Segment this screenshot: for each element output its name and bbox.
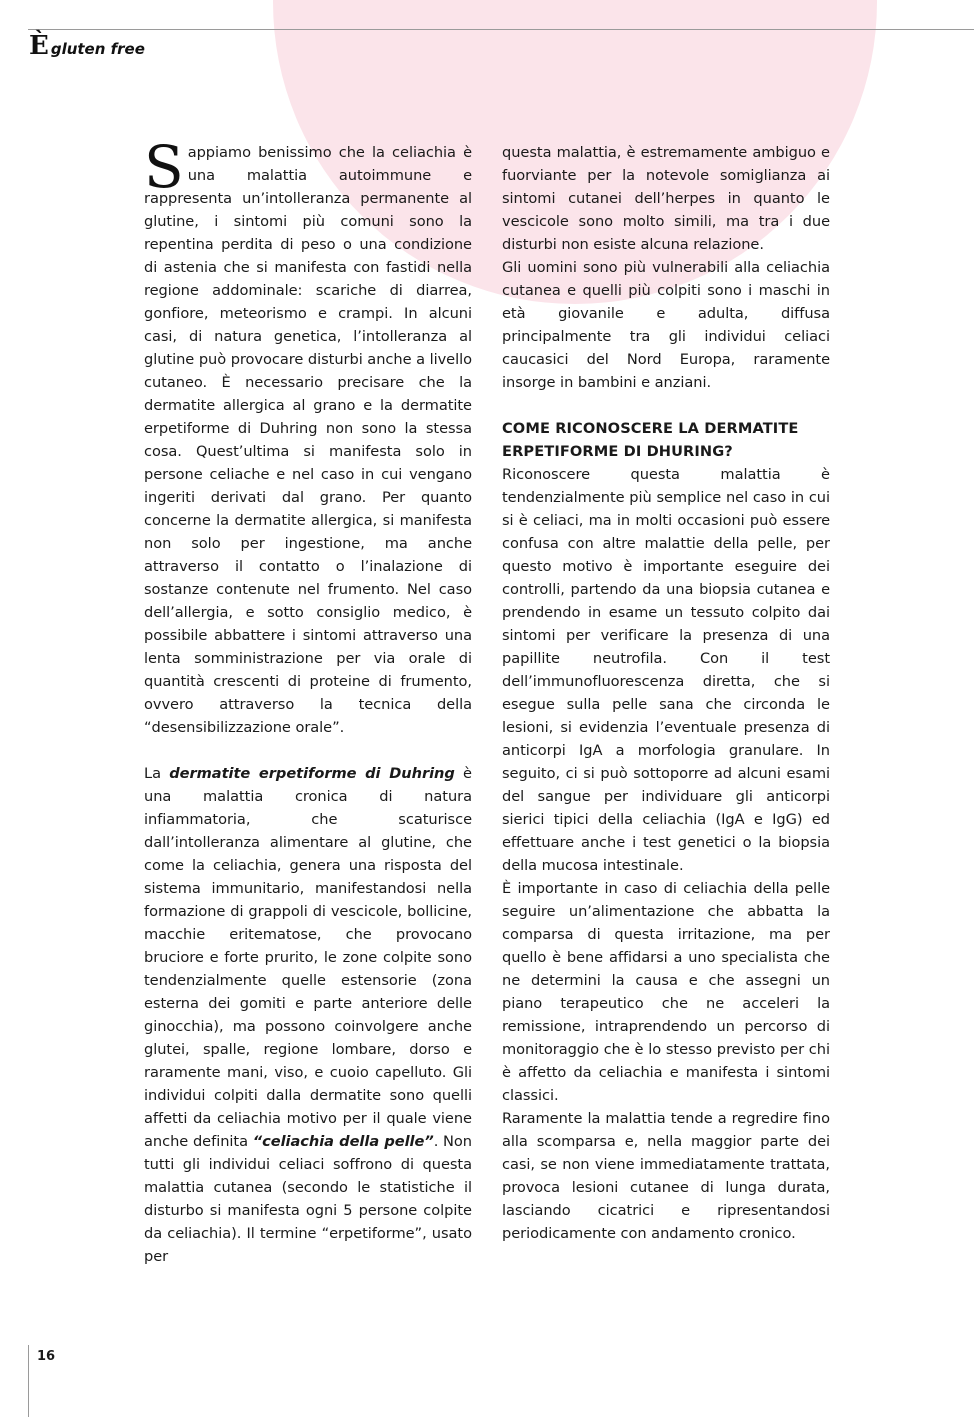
article-paragraph: Raramente la malattia tende a regredire fino alla scomparsa e, nella maggior parte dei casi, se non viene immediatamente trattata, provoca lesioni cutanee di lunga durata, lasciando cicatrici e ripresentandosi periodicamente con andamento cronico. <box>502 1110 830 1242</box>
article-paragraph: È importante in caso di celiachia della pelle seguire un’alimentazione che abbatta la comparsa di questa irritazione, ma per quello è bene affidarsi a uno specialista che ne determini la causa e che assegni un piano terapeutico che ne acceleri la remissione, intraprendendo un percorso di monitoraggio che è lo stesso previsto per chi è affetto da celiachia e manifesta i sintomi classici. <box>502 880 830 1104</box>
article-paragraph: Gli uomini sono più vulnerabili alla celiachia cutanea e quelli più colpiti sono i maschi in età giovanile e adulta, diffusa principalmente tra gli individui celiaci caucasici del Nord Europa, raramente insorge in bambini e anziani. <box>502 259 830 391</box>
page-number: 16 <box>37 1349 56 1364</box>
logo-letter: È <box>29 31 49 61</box>
intro-text: appiamo benissimo che la celiachia è una malattia autoimmune e rappresenta un’intolleranza permanente al glutine, i sintomi più comuni sono la repentina perdita di peso o una condizione di astenia che si manifesta con fastidi nella regione addominale: scariche di diarrea, gonfiore, meteorismo e crampi. In alcuni casi, di natura genetica, l’intolleranza al glutine può provocare disturbi anche a livello cutaneo. È necessario precisare che la dermatite allergica al grano e la dermatite erpetiforme di Duhring non sono la stessa cosa. Quest’ultima si manifesta solo in persone celiache e nel caso in cui vengano ingeriti derivati dal grano. Per quanto concerne la dermatite allergica, si manifesta non solo per ingestione, ma anche attraverso il contatto o l’inalazione di sostanze contenute nel frumento. Nel caso dell’allergia, e sotto consiglio medico, è possibile abbattere i sintomi attraverso una lenta somministrazione per via orale di quantità crescenti di proteine di frumento, ovvero attraverso la tecnica della “desensibilizzazione orale”. <box>144 144 472 736</box>
article-intro-paragraph <box>144 133 472 739</box>
footer-divider <box>28 1345 29 1417</box>
article-paragraph <box>144 762 472 1268</box>
paragraph-start: La <box>144 765 170 782</box>
drop-cap: S <box>144 133 184 201</box>
highlighted-term: dermatite erpetiforme di Duhring <box>169 765 455 782</box>
section-heading: COME RICONOSCERE LA DERMATITE ERPETIFORME DI DHURING? <box>502 420 799 460</box>
article-column-left <box>144 133 472 1268</box>
highlighted-quote: “celiachia della pelle” <box>252 1133 434 1150</box>
header-divider <box>28 29 974 30</box>
magazine-logo <box>29 31 145 61</box>
logo-text: gluten free <box>50 40 145 58</box>
article-paragraph: Riconoscere questa malattia è tendenzialmente più semplice nel caso in cui si è celiaci, ma in molti occasioni può essere confusa con altre malattie della pelle, per questo motivo è importante eseguire dei controlli, partendo da una biopsia cutanea e prendendo in esame un tessuto colpito dai sintomi per verificare la presenza di una papillite neutrofila. Con il test dell’immunofluorescenza diretta, che si esegue sulla pelle sana che circonda le lesioni, si evidenzia l’eventuale presenza di anticorpi IgA a morfologia granulare. In seguito, ci si può sottoporre ad alcuni esami del sangue per individuare gli anticorpi sierici tipici della celiachia (IgA e IgG) ed effettuare anche i test genetici o la biopsia della mucosa intestinale. <box>502 466 830 874</box>
article-column-right <box>502 141 830 1245</box>
paragraph-end: . Non tutti gli individui celiaci soffrono di questa malattia cutanea (secondo le statistiche il disturbo si manifesta ogni 5 persone colpite da celiachia). Il termine “erpetiforme”, usato per <box>144 1133 472 1265</box>
paragraph-middle: è una malattia cronica di natura infiammatoria, che scaturisce dall’intolleranza alimentare al glutine, che come la celiachia, genera una risposta del sistema immunitario, manifestandosi nella formazione di grappoli di vescicole, bollicine, macchie eritematose, che provocano bruciore e forte prurito, le zone colpite sono tendenzialmente quelle estensorie (zona esterna dei gomiti e parte anteriore delle ginocchia), ma possono coinvolgere anche glutei, spalle, regione lombare, dorso e raramente mani, viso, e cuoio capelluto. Gli individui colpiti dalla dermatite sono quelli affetti da celiachia motivo per il quale viene anche definita <box>144 765 472 1150</box>
article-paragraph: questa malattia, è estremamente ambiguo e fuorviante per la notevole somiglianza ai sintomi cutanei dell’herpes in quanto le vescicole sono molto simili, ma tra i due disturbi non esiste alcuna relazione. <box>502 144 830 253</box>
